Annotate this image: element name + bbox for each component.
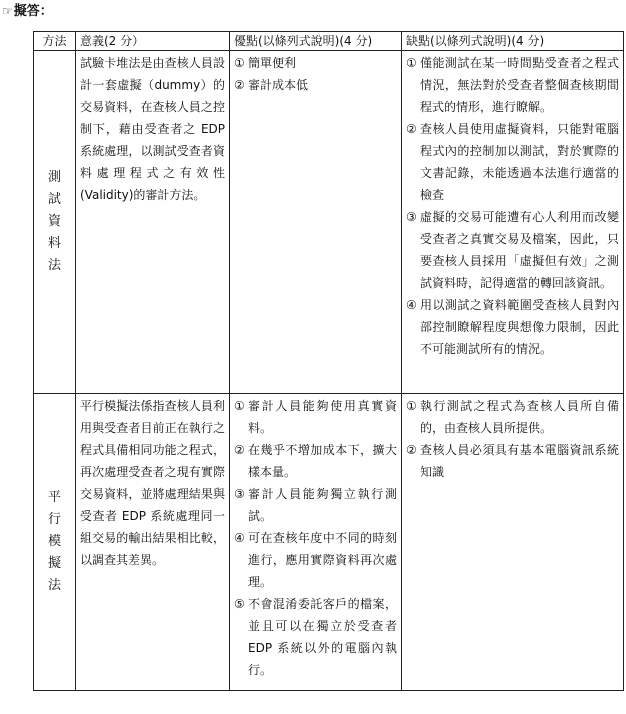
table-row bbox=[34, 394, 624, 691]
item-number: ① bbox=[406, 56, 417, 70]
list-item bbox=[234, 593, 397, 681]
item-text: 查核人員必須具有基本電腦資訊系統知識 bbox=[420, 443, 619, 479]
list-item bbox=[234, 483, 397, 527]
header-pros: 優點(以條列式說明)(4 分) bbox=[230, 32, 402, 51]
item-number: ② bbox=[406, 443, 417, 457]
method-char: 料 bbox=[47, 236, 61, 251]
item-text: 執行測試之程式為查核人員所自備的，由查核人員所提供。 bbox=[420, 399, 619, 435]
item-number: ③ bbox=[234, 487, 245, 501]
item-number: ① bbox=[406, 399, 417, 413]
list-item bbox=[406, 395, 619, 439]
method-char: 擬 bbox=[47, 556, 61, 571]
list-item bbox=[234, 395, 397, 439]
item-number: ② bbox=[234, 78, 245, 92]
answer-heading-label: 擬答： bbox=[13, 4, 53, 19]
cons-cell bbox=[402, 394, 624, 691]
item-text: 僅能測試在某一時間點受查者之程式情況，無法對於受查者整個查核期間程式的情形，進行瞭解。 bbox=[420, 56, 619, 114]
item-number: ① bbox=[234, 399, 245, 413]
item-text: 審計人員能夠獨立執行測試。 bbox=[248, 487, 397, 523]
item-text: 簡單便利 bbox=[248, 56, 297, 70]
list-item bbox=[406, 206, 619, 294]
pointing-hand-icon: ☞ bbox=[2, 4, 13, 18]
item-number: ④ bbox=[234, 531, 245, 545]
method-char: 測 bbox=[47, 170, 61, 185]
list-item bbox=[406, 439, 619, 483]
item-number: ② bbox=[406, 122, 417, 136]
item-text: 查核人員使用虛擬資料，只能對電腦程式內的控制加以測試，對於實際的文書記錄，未能透過本法進行適當的檢查 bbox=[420, 122, 619, 202]
method-char: 行 bbox=[47, 512, 61, 527]
list-item bbox=[406, 294, 619, 360]
table-header-row bbox=[34, 32, 624, 51]
item-number: ② bbox=[234, 443, 245, 457]
header-cons: 缺點(以條列式說明)(4 分) bbox=[402, 32, 624, 51]
item-text: 虛擬的交易可能遭有心人利用而改變受查者之真實交易及檔案，因此，只要查核人員採用「虛擬但有效」之測試資料時，記得適當的轉回該資訊。 bbox=[420, 210, 619, 290]
method-char: 法 bbox=[47, 258, 61, 273]
pros-cell bbox=[230, 51, 402, 394]
meaning-cell: 平行模擬法係指查核人員利用與受查者目前正在執行之程式具備相同功能之程式，再次處理受查者之現有實際交易資料，並將處理結果與受查者 EDP 系統處理同一組交易的輸出結果相比較，以調查其差異。 bbox=[76, 394, 230, 691]
cons-cell bbox=[402, 51, 624, 394]
item-number: ① bbox=[234, 56, 245, 70]
method-cell bbox=[34, 51, 76, 394]
item-number: ④ bbox=[406, 298, 417, 312]
header-meaning: 意義(2 分） bbox=[76, 32, 230, 51]
method-char: 模 bbox=[47, 534, 61, 549]
item-text: 用以測試之資料範圍受查核人員對內部控制瞭解程度與想像力限制，因此不可能測試所有的情況。 bbox=[420, 298, 619, 356]
item-text: 在幾乎不增加成本下，擴大樣本量。 bbox=[248, 443, 397, 479]
answer-heading bbox=[2, 2, 53, 21]
item-text: 審計成本低 bbox=[248, 78, 309, 92]
list-item bbox=[406, 52, 619, 118]
header-method: 方法 bbox=[34, 32, 76, 51]
pros-cell bbox=[230, 394, 402, 691]
item-text: 不會混淆委託客戶的檔案，並且可以在獨立於受查者 EDP 系統以外的電腦內執行。 bbox=[248, 597, 397, 677]
list-item bbox=[234, 527, 397, 593]
method-char: 資 bbox=[47, 214, 61, 229]
method-char: 平 bbox=[47, 490, 61, 505]
method-char: 法 bbox=[47, 578, 61, 593]
item-text: 審計人員能夠使用真實資料。 bbox=[248, 399, 397, 435]
method-cell bbox=[34, 394, 76, 691]
item-number: ③ bbox=[406, 210, 417, 224]
table-row bbox=[34, 51, 624, 394]
list-item bbox=[234, 439, 397, 483]
method-char: 試 bbox=[47, 192, 61, 207]
item-text: 可在查核年度中不同的時刻進行，應用實際資料再次處理。 bbox=[248, 531, 397, 589]
list-item bbox=[234, 52, 397, 74]
meaning-cell: 試驗卡堆法是由查核人員設計一套虛擬（dummy）的交易資料，在查核人員之控制下，藉由受查者之 EDP 系統處理，以測試受查者資料處理程式之有效性(Validity)的審計方法。 bbox=[76, 51, 230, 394]
list-item bbox=[234, 74, 397, 96]
list-item bbox=[406, 118, 619, 206]
comparison-table bbox=[33, 31, 624, 691]
item-number: ⑤ bbox=[234, 597, 245, 611]
